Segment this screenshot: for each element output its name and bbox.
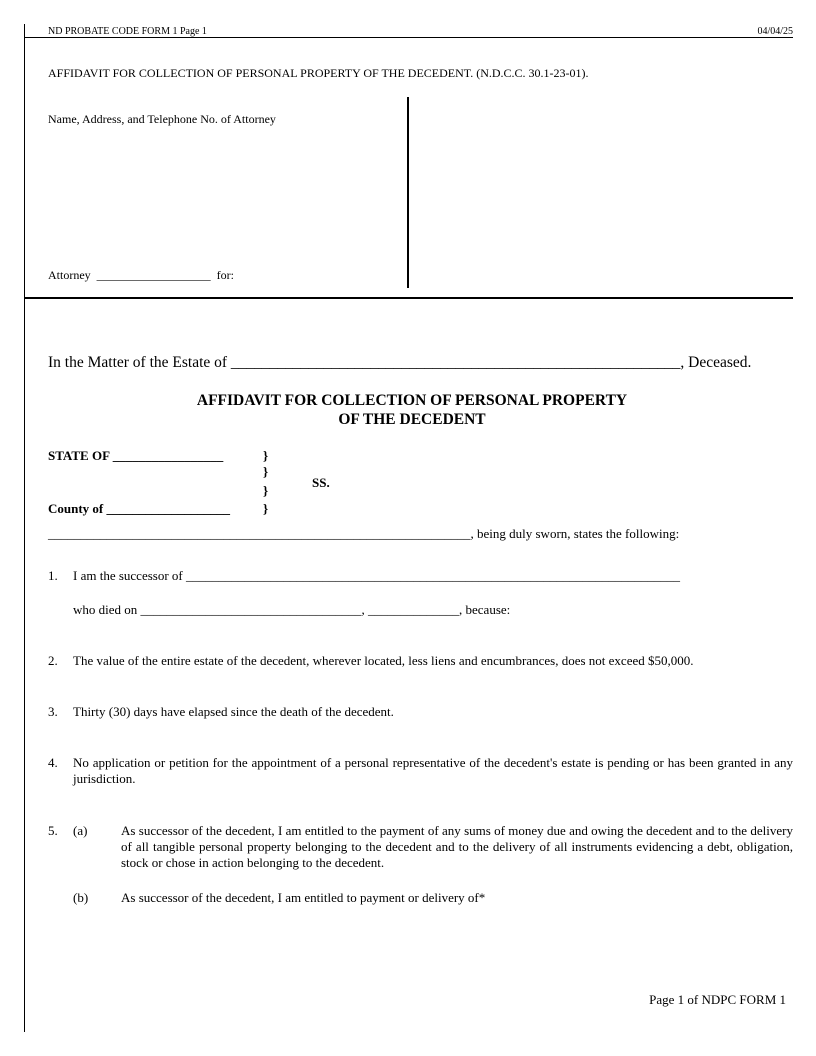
item-4-text: No application or petition for the appointment of a personal representative of the decedent's estate is pending or has been granted in any jurisdiction. (73, 755, 793, 786)
item-5a-text: As successor of the decedent, I am entitled to the payment of any sums of money due and owing the decedent and to the delivery of all tangible personal property belonging to the decedent and to the delivery of all instruments evidencing a debt, obligation, stock or chose in action belonging to the decedent. (121, 823, 793, 870)
item-3-text: Thirty (30) days have elapsed since the death of the decedent. (73, 704, 394, 719)
item-1-text[interactable]: I am the successor of ____________________________________________________________________________ (73, 568, 680, 583)
estate-matter-line (48, 354, 751, 372)
item-5a-label: (a) (73, 823, 88, 838)
item-2-text: The value of the entire estate of the decedent, wherever located, less liens and encumbrances, does not exceed $50,000. (73, 653, 694, 668)
matter-prefix: In the Matter of the Estate of (48, 354, 228, 371)
attorney-line (48, 268, 234, 283)
sworn-text: , being duly sworn, states the following: (470, 526, 680, 541)
page-footer: Page 1 of NDPC FORM 1 (649, 992, 786, 1007)
matter-suffix: , Deceased. (680, 354, 752, 371)
document-title-line2: OF THE DECEDENT (338, 411, 486, 428)
form-id: ND PROBATE CODE FORM 1 Page 1 (48, 26, 207, 37)
attorney-box-divider (407, 97, 409, 288)
brace-3: } (263, 483, 269, 498)
document-title-line1: AFFIDAVIT FOR COLLECTION OF PERSONAL PROPERTY (196, 392, 628, 409)
item-5b-text: As successor of the decedent, I am entitled to payment or delivery of* (121, 890, 486, 905)
caption-box-rule (24, 297, 793, 299)
attorney-info-label: Name, Address, and Telephone No. of Attorney (48, 112, 276, 126)
header-rule (24, 37, 793, 38)
item-3-number: 3. (48, 704, 58, 719)
form-date: 04/04/25 (757, 26, 793, 37)
attorney-blank[interactable]: ___________________ (96, 268, 211, 282)
form-caption: AFFIDAVIT FOR COLLECTION OF PERSONAL PROPERTY OF THE DECEDENT. (N.D.C.C. 30.1-23-01). (48, 66, 589, 80)
item-1-died-on[interactable]: who died on __________________________________, ______________, because: (73, 602, 511, 617)
decedent-name-blank[interactable]: __________________________________________________________ (230, 354, 681, 371)
state-of-field[interactable]: STATE OF _________________ (48, 448, 224, 463)
item-4-number: 4. (48, 755, 58, 770)
affiant-name-blank[interactable]: _________________________________________________________________ (48, 526, 471, 541)
sworn-line (48, 526, 679, 542)
item-2-number: 2. (48, 653, 58, 668)
item-1-number: 1. (48, 568, 58, 583)
county-of-field[interactable]: County of ___________________ (48, 501, 231, 516)
brace-4: } (263, 501, 269, 516)
left-margin-rule (24, 24, 25, 1032)
item-5-number: 5. (48, 823, 58, 838)
brace-2: } (263, 464, 269, 479)
brace-1: } (263, 448, 269, 463)
attorney-prefix: Attorney (48, 268, 91, 282)
item-5b-label: (b) (73, 890, 89, 905)
attorney-suffix: for: (216, 268, 234, 282)
ss-label: SS. (312, 475, 330, 490)
